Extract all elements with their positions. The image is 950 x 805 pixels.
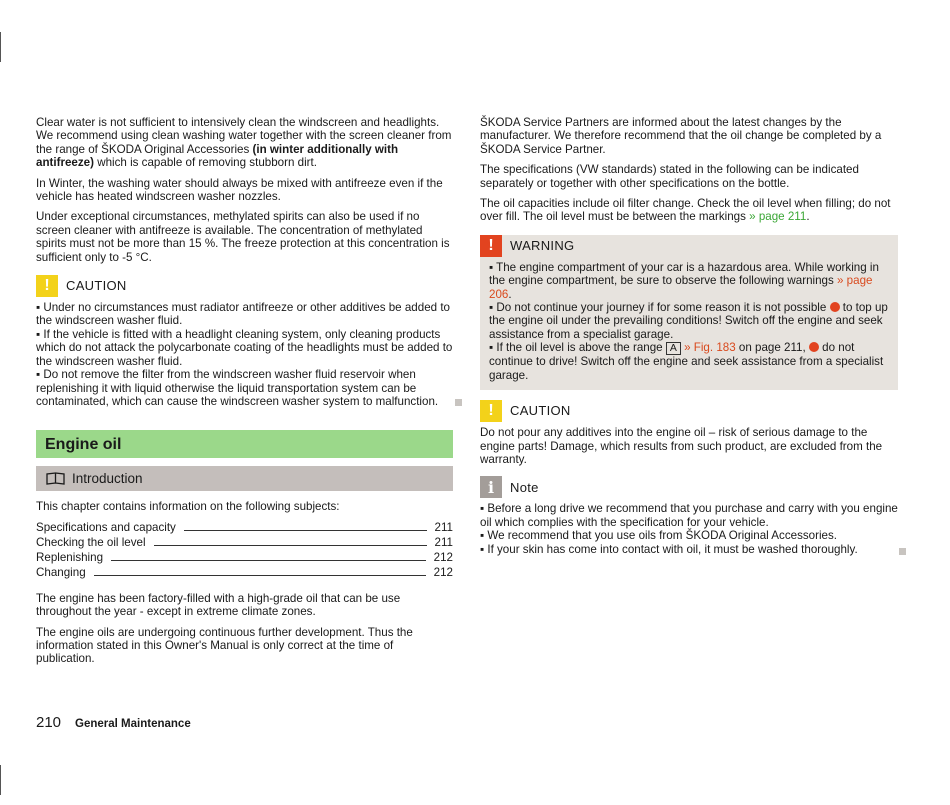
caution-text: Do not pour any additives into the engine oil – risk of serious damage to the engine parts! Damage, which results from such product, are excluded from the warranty. bbox=[480, 426, 883, 466]
toc-row[interactable]: Replenishing 212 bbox=[36, 551, 453, 565]
stop-icon bbox=[830, 302, 840, 312]
paragraph-specifications: The specifications (VW standards) stated in the following can be indicated separately or together with other specifications on the bottle. bbox=[480, 163, 859, 190]
section-heading-engine-oil: Engine oil bbox=[36, 430, 453, 458]
caution-list bbox=[36, 301, 453, 408]
crop-mark-top bbox=[0, 32, 1, 62]
list-item: ▪ Under no circumstances must radiator antifreeze or other additives be added to the windscreen washer fluid. bbox=[36, 301, 450, 328]
list-item: ▪ The engine compartment of your car is a hazardous area. While working in the engine compartment, be sure to observe the following warnings » page 206. bbox=[489, 260, 879, 301]
caution-title: CAUTION bbox=[510, 403, 571, 419]
end-marker bbox=[899, 548, 906, 555]
table-of-contents bbox=[36, 520, 453, 580]
info-icon: i bbox=[480, 476, 502, 498]
page-link[interactable]: » page 206 bbox=[489, 274, 873, 301]
paragraph-methylated-spirits: Under exceptional circumstances, methylated spirits can also be used if no screen cleaner with antifreeze is available. The concentration of methylated spirits must not be more than 15 %. The freeze protection at this concentration is sufficient only to -5 °C. bbox=[36, 210, 450, 264]
book-icon bbox=[46, 472, 65, 485]
paragraph-service-partners: ŠKODA Service Partners are informed about the latest changes by the manufacturer. We therefore recommend that the oil change be completed by a ŠKODA Service Partner. bbox=[480, 116, 882, 156]
toc-row[interactable]: Checking the oil level 211 bbox=[36, 536, 453, 550]
paragraph-oil-capacities: The oil capacities include oil filter change. Check the oil level when filling; do not over fill. The oil level must be between the markings » page 211. bbox=[480, 197, 891, 224]
page-number: 210 bbox=[36, 714, 62, 731]
list-item: ▪ If the vehicle is fitted with a headlight cleaning system, only cleaning products which do not attack the polycarbonate coating of the headlights must be added to the windscreen washer fluid. bbox=[36, 327, 453, 368]
list-item: ▪ Before a long drive we recommend that you purchase and carry with you engine oil which complies with the specification for your vehicle. bbox=[480, 502, 898, 529]
warning-box bbox=[480, 235, 898, 390]
list-item: ▪ If the oil level is above the range A » Fig. 183 on page 211, do not continue to drive! Switch off the engine and seek assistance from a specialist garage. bbox=[489, 341, 884, 382]
caution-title: CAUTION bbox=[66, 278, 127, 294]
list-item: ▪ Do not remove the filter from the windscreen washer fluid reservoir when replenishing it with liquid otherwise the liquid transportation system can be contaminated, which can cause the windscreen washer system to malfunction. bbox=[36, 368, 439, 408]
list-item: ▪ We recommend that you use oils from ŠKODA Original Accessories. bbox=[480, 529, 838, 543]
note-list bbox=[480, 502, 898, 556]
left-column bbox=[36, 116, 453, 673]
page-footer bbox=[36, 714, 191, 731]
stop-icon bbox=[809, 342, 819, 352]
chapter-title: General Maintenance bbox=[75, 718, 191, 730]
warning-title: WARNING bbox=[510, 238, 575, 254]
paragraph-screen-cleaner: Clear water is not sufficient to intensively clean the windscreen and headlights. We recommend using clean washing water together with the screen cleaner from the range of ŠKODA Original Accessories (in winter additionally with antifreeze) which is capable of removing stubborn dirt. bbox=[36, 116, 452, 170]
crop-mark-bottom bbox=[0, 765, 1, 795]
intro-text: This chapter contains information on the following subjects: bbox=[36, 500, 340, 514]
subsection-heading-introduction: Introduction bbox=[36, 466, 453, 491]
paragraph-factory-filled: The engine has been factory-filled with a high-grade oil that can be use throughout the year - except in extreme climate zones. bbox=[36, 591, 401, 619]
paragraph-winter: In Winter, the washing water should always be mixed with antifreeze even if the vehicle has heated windscreen washer nozzles. bbox=[36, 176, 443, 204]
list-item: ▪ If your skin has come into contact with oil, it must be washed thoroughly. bbox=[480, 542, 858, 556]
figure-marker: A bbox=[666, 342, 681, 355]
toc-row[interactable]: Specifications and capacity 211 bbox=[36, 521, 453, 535]
exclamation-icon: ! bbox=[480, 235, 502, 257]
paragraph-oil-development: The engine oils are undergoing continuous further development. Thus the information stated in this Owner's Manual is only correct at the time of publication. bbox=[36, 625, 413, 666]
caution-header bbox=[480, 400, 898, 422]
exclamation-icon: ! bbox=[480, 400, 502, 422]
toc-row[interactable]: Changing 212 bbox=[36, 566, 453, 580]
note-header bbox=[480, 476, 898, 498]
end-marker bbox=[455, 399, 462, 406]
note-title: Note bbox=[510, 479, 539, 495]
page-link[interactable]: » page 211 bbox=[749, 210, 807, 224]
figure-link[interactable]: » Fig. 183 bbox=[684, 341, 736, 355]
exclamation-icon: ! bbox=[36, 275, 58, 297]
caution-header bbox=[36, 275, 453, 297]
warning-header bbox=[489, 235, 890, 257]
right-column bbox=[480, 116, 898, 556]
list-item: ▪ Do not continue your journey if for some reason it is not possible to top up the engine oil under the prevailing conditions! Switch off the engine and seek assistance from a specialist garage. bbox=[489, 301, 888, 341]
